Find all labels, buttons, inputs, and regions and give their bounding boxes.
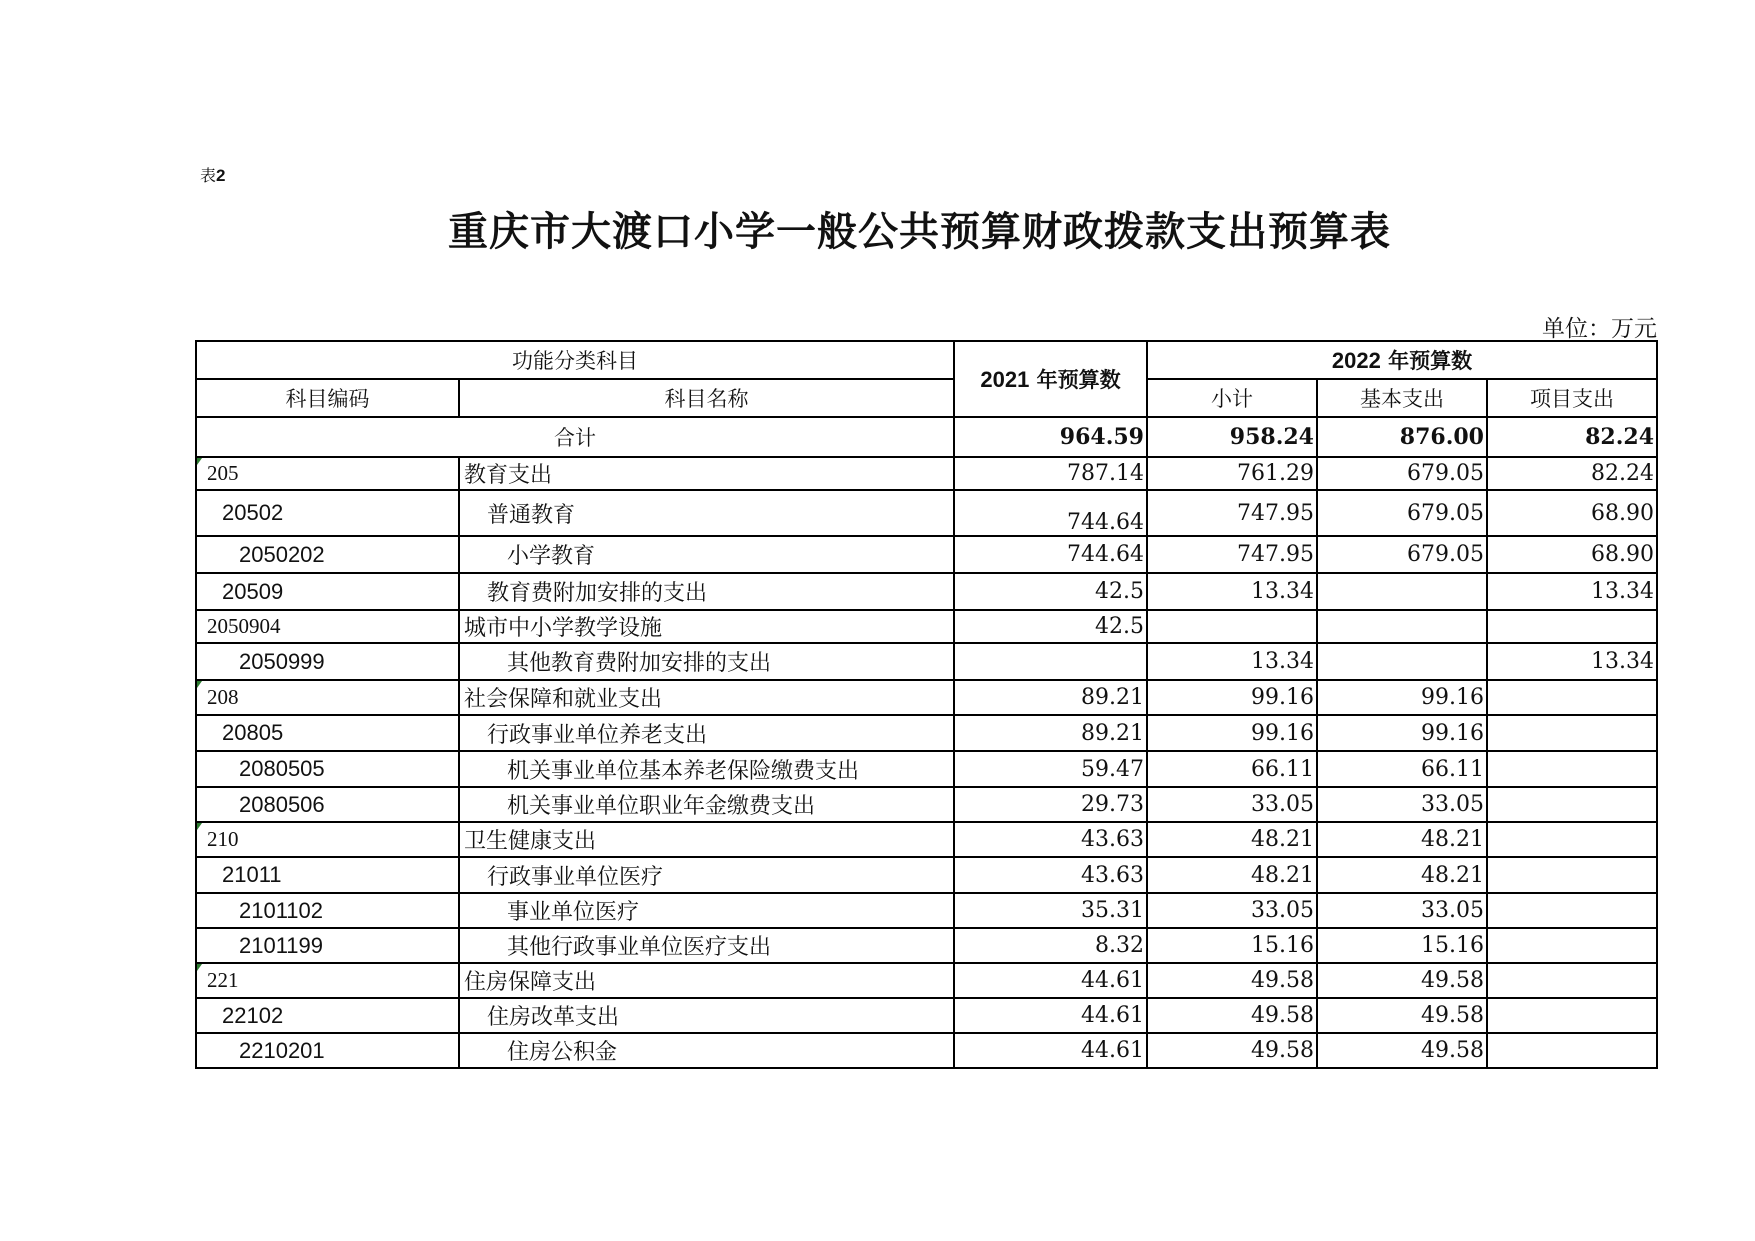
header-2021-year: 2021 <box>980 367 1030 392</box>
header-2022-group <box>1147 341 1657 379</box>
row-project <box>1487 751 1657 787</box>
row-subtotal: 15.16 <box>1147 928 1317 963</box>
row-name: 其他行政事业单位医疗支出 <box>459 928 954 963</box>
row-code: 22102 <box>196 998 459 1033</box>
table-row <box>196 1033 1657 1068</box>
row-project <box>1487 857 1657 893</box>
row-project <box>1487 963 1657 998</box>
row-code: 20502 <box>196 490 459 536</box>
row-code: 208 <box>196 680 459 715</box>
row-subtotal: 66.11 <box>1147 751 1317 787</box>
table-row <box>196 963 1657 998</box>
row-project <box>1487 680 1657 715</box>
total-2021: 964.59 <box>954 417 1147 457</box>
header-2021-budget <box>954 341 1147 417</box>
row-project <box>1487 715 1657 751</box>
row-project: 68.90 <box>1487 536 1657 573</box>
row-name: 住房公积金 <box>459 1033 954 1068</box>
row-basic: 679.05 <box>1317 457 1487 490</box>
header-2022-suffix: 年预算数 <box>1380 349 1473 373</box>
row-basic: 48.21 <box>1317 857 1487 893</box>
row-project <box>1487 928 1657 963</box>
row-basic: 679.05 <box>1317 536 1487 573</box>
row-project <box>1487 1033 1657 1068</box>
table-row <box>196 787 1657 822</box>
row-subtotal: 13.34 <box>1147 573 1317 610</box>
row-2021: 42.5 <box>954 573 1147 610</box>
row-2021: 89.21 <box>954 715 1147 751</box>
row-2021: 787.14 <box>954 457 1147 490</box>
row-project <box>1487 893 1657 928</box>
total-row <box>196 417 1657 457</box>
row-code: 2101102 <box>196 893 459 928</box>
row-code: 2210201 <box>196 1033 459 1068</box>
header-basic: 基本支出 <box>1317 379 1487 417</box>
header-name: 科目名称 <box>459 379 954 417</box>
row-basic: 99.16 <box>1317 715 1487 751</box>
row-2021: 29.73 <box>954 787 1147 822</box>
header-2022-year: 2022 <box>1331 348 1381 373</box>
row-code: 2050202 <box>196 536 459 573</box>
row-2021: 44.61 <box>954 1033 1147 1068</box>
header-2021-suffix: 年预算数 <box>1029 368 1121 392</box>
table-row <box>196 536 1657 573</box>
unit-label: 单位：万元 <box>1542 316 1657 342</box>
row-basic: 33.05 <box>1317 787 1487 822</box>
table-row <box>196 573 1657 610</box>
row-subtotal: 49.58 <box>1147 1033 1317 1068</box>
table-row <box>196 490 1657 536</box>
row-name: 城市中小学教学设施 <box>459 610 954 643</box>
row-name: 小学教育 <box>459 536 954 573</box>
row-basic <box>1317 573 1487 610</box>
row-2021: 43.63 <box>954 822 1147 857</box>
row-name: 卫生健康支出 <box>459 822 954 857</box>
header-function-group: 功能分类科目 <box>196 341 954 379</box>
row-basic <box>1317 610 1487 643</box>
row-name: 社会保障和就业支出 <box>459 680 954 715</box>
total-label: 合计 <box>196 417 954 457</box>
page-title: 重庆市大渡口小学一般公共预算财政拨款支出预算表 <box>448 209 1391 255</box>
row-basic: 33.05 <box>1317 893 1487 928</box>
row-name: 行政事业单位养老支出 <box>459 715 954 751</box>
row-code: 2050904 <box>196 610 459 643</box>
row-name: 住房改革支出 <box>459 998 954 1033</box>
row-code: 210 <box>196 822 459 857</box>
table-number: 2 <box>216 166 226 185</box>
total-project: 82.24 <box>1487 417 1657 457</box>
table-row <box>196 610 1657 643</box>
row-subtotal: 13.34 <box>1147 643 1317 680</box>
row-project <box>1487 998 1657 1033</box>
row-2021: 44.61 <box>954 998 1147 1033</box>
row-2021: 8.32 <box>954 928 1147 963</box>
table-tag-text: 表 <box>200 166 217 185</box>
row-basic: 49.58 <box>1317 1033 1487 1068</box>
row-code: 21011 <box>196 857 459 893</box>
row-basic: 15.16 <box>1317 928 1487 963</box>
row-subtotal: 48.21 <box>1147 857 1317 893</box>
row-2021: 744.64 <box>954 536 1147 573</box>
table-label <box>200 163 225 186</box>
row-name: 行政事业单位医疗 <box>459 857 954 893</box>
budget-table <box>195 340 1658 1069</box>
row-2021: 89.21 <box>954 680 1147 715</box>
table-row <box>196 822 1657 857</box>
row-project <box>1487 610 1657 643</box>
total-basic: 876.00 <box>1317 417 1487 457</box>
total-subtotal: 958.24 <box>1147 417 1317 457</box>
row-code: 20509 <box>196 573 459 610</box>
row-basic <box>1317 643 1487 680</box>
row-project: 13.34 <box>1487 573 1657 610</box>
row-basic: 66.11 <box>1317 751 1487 787</box>
table-row <box>196 680 1657 715</box>
row-code: 20805 <box>196 715 459 751</box>
row-name: 教育支出 <box>459 457 954 490</box>
row-code: 221 <box>196 963 459 998</box>
row-basic: 48.21 <box>1317 822 1487 857</box>
table-row <box>196 715 1657 751</box>
row-project <box>1487 787 1657 822</box>
row-basic: 49.58 <box>1317 998 1487 1033</box>
row-2021: 744.64 <box>954 490 1147 536</box>
row-subtotal: 747.95 <box>1147 536 1317 573</box>
row-2021: 35.31 <box>954 893 1147 928</box>
row-2021 <box>954 643 1147 680</box>
row-2021: 43.63 <box>954 857 1147 893</box>
row-2021: 42.5 <box>954 610 1147 643</box>
header-code: 科目编码 <box>196 379 459 417</box>
row-name: 机关事业单位基本养老保险缴费支出 <box>459 751 954 787</box>
table-row <box>196 751 1657 787</box>
row-subtotal <box>1147 610 1317 643</box>
row-subtotal: 33.05 <box>1147 893 1317 928</box>
row-name: 其他教育费附加安排的支出 <box>459 643 954 680</box>
row-2021: 44.61 <box>954 963 1147 998</box>
row-name: 住房保障支出 <box>459 963 954 998</box>
row-basic: 679.05 <box>1317 490 1487 536</box>
row-subtotal: 747.95 <box>1147 490 1317 536</box>
row-name: 教育费附加安排的支出 <box>459 573 954 610</box>
row-project: 68.90 <box>1487 490 1657 536</box>
row-subtotal: 761.29 <box>1147 457 1317 490</box>
table-row <box>196 857 1657 893</box>
row-code: 2080506 <box>196 787 459 822</box>
row-code: 205 <box>196 457 459 490</box>
row-subtotal: 33.05 <box>1147 787 1317 822</box>
table-row <box>196 893 1657 928</box>
header-subtotal: 小计 <box>1147 379 1317 417</box>
row-subtotal: 48.21 <box>1147 822 1317 857</box>
row-project: 82.24 <box>1487 457 1657 490</box>
row-code: 2080505 <box>196 751 459 787</box>
table-row <box>196 457 1657 490</box>
table-row <box>196 998 1657 1033</box>
row-code: 2101199 <box>196 928 459 963</box>
header-project: 项目支出 <box>1487 379 1657 417</box>
row-name: 机关事业单位职业年金缴费支出 <box>459 787 954 822</box>
row-project: 13.34 <box>1487 643 1657 680</box>
row-name: 事业单位医疗 <box>459 893 954 928</box>
row-name: 普通教育 <box>459 490 954 536</box>
table-row <box>196 928 1657 963</box>
row-2021: 59.47 <box>954 751 1147 787</box>
row-subtotal: 49.58 <box>1147 998 1317 1033</box>
row-subtotal: 99.16 <box>1147 715 1317 751</box>
table-row <box>196 643 1657 680</box>
row-subtotal: 49.58 <box>1147 963 1317 998</box>
row-subtotal: 99.16 <box>1147 680 1317 715</box>
row-project <box>1487 822 1657 857</box>
row-basic: 99.16 <box>1317 680 1487 715</box>
row-basic: 49.58 <box>1317 963 1487 998</box>
row-code: 2050999 <box>196 643 459 680</box>
